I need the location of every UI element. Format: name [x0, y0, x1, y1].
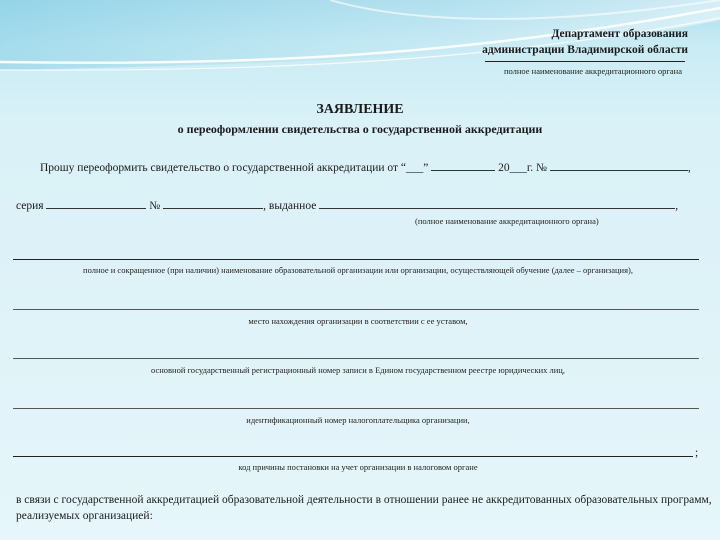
series-label: серия: [16, 200, 44, 212]
kpp-semicolon: ;: [695, 447, 699, 459]
department-name-line2: администрации Владимирской области: [482, 44, 688, 56]
org-name-caption: полное и сокращенное (при наличии) наименование образовательной организации или организации, осуществляющей обучение (далее – организация),: [83, 265, 633, 275]
line1-comma: ,: [687, 162, 691, 174]
number-label: №: [149, 200, 161, 212]
ogrn-field[interactable]: [13, 358, 699, 359]
series-field[interactable]: [46, 198, 146, 209]
inn-field[interactable]: [13, 408, 699, 409]
certificate-number-field[interactable]: [550, 160, 688, 171]
kpp-caption: код причины постановки на учет организации в налоговом органе: [238, 462, 478, 472]
department-underline: [485, 61, 685, 62]
closing-text-line1: в связи с государственной аккредитацией образовательной деятельности в отношении ранее не аккредитованных образовательных программ,: [16, 494, 712, 506]
issuing-authority-caption: (полное наименование аккредитационного органа): [415, 216, 599, 226]
request-text: Прошу переоформить свидетельство о государственной аккредитации от: [40, 162, 399, 174]
number-field[interactable]: [163, 198, 263, 209]
closing-text-line2: реализуемых организацией:: [16, 510, 153, 522]
date-year-field[interactable]: 20___г. №: [498, 162, 548, 174]
document-title: ЗАЯВЛЕНИЕ: [316, 102, 404, 117]
date-month-field[interactable]: [431, 160, 495, 171]
department-caption: полное наименование аккредитационного органа: [503, 66, 682, 76]
ogrn-caption: основной государственный регистрационный номер записи в Едином государственном реестре юридических лиц,: [151, 365, 565, 375]
line2-comma: ,: [675, 200, 679, 212]
kpp-field[interactable]: [13, 456, 693, 457]
location-field[interactable]: [13, 309, 699, 310]
series-line: [16, 198, 678, 212]
inn-caption: идентификационный номер налогоплательщика организации,: [246, 415, 470, 425]
org-name-field[interactable]: [13, 259, 699, 260]
date-day-field[interactable]: “___”: [400, 162, 429, 174]
issuing-authority-field[interactable]: [319, 198, 675, 209]
location-caption: место нахождения организации в соответствии с ее уставом,: [248, 316, 468, 326]
document-subtitle: о переоформлении свидетельства о государственной аккредитации: [177, 122, 543, 136]
department-name-line1: Департамент образования: [551, 28, 688, 40]
certificate-request-line: [40, 160, 691, 174]
issued-label: , выданное: [263, 200, 317, 212]
